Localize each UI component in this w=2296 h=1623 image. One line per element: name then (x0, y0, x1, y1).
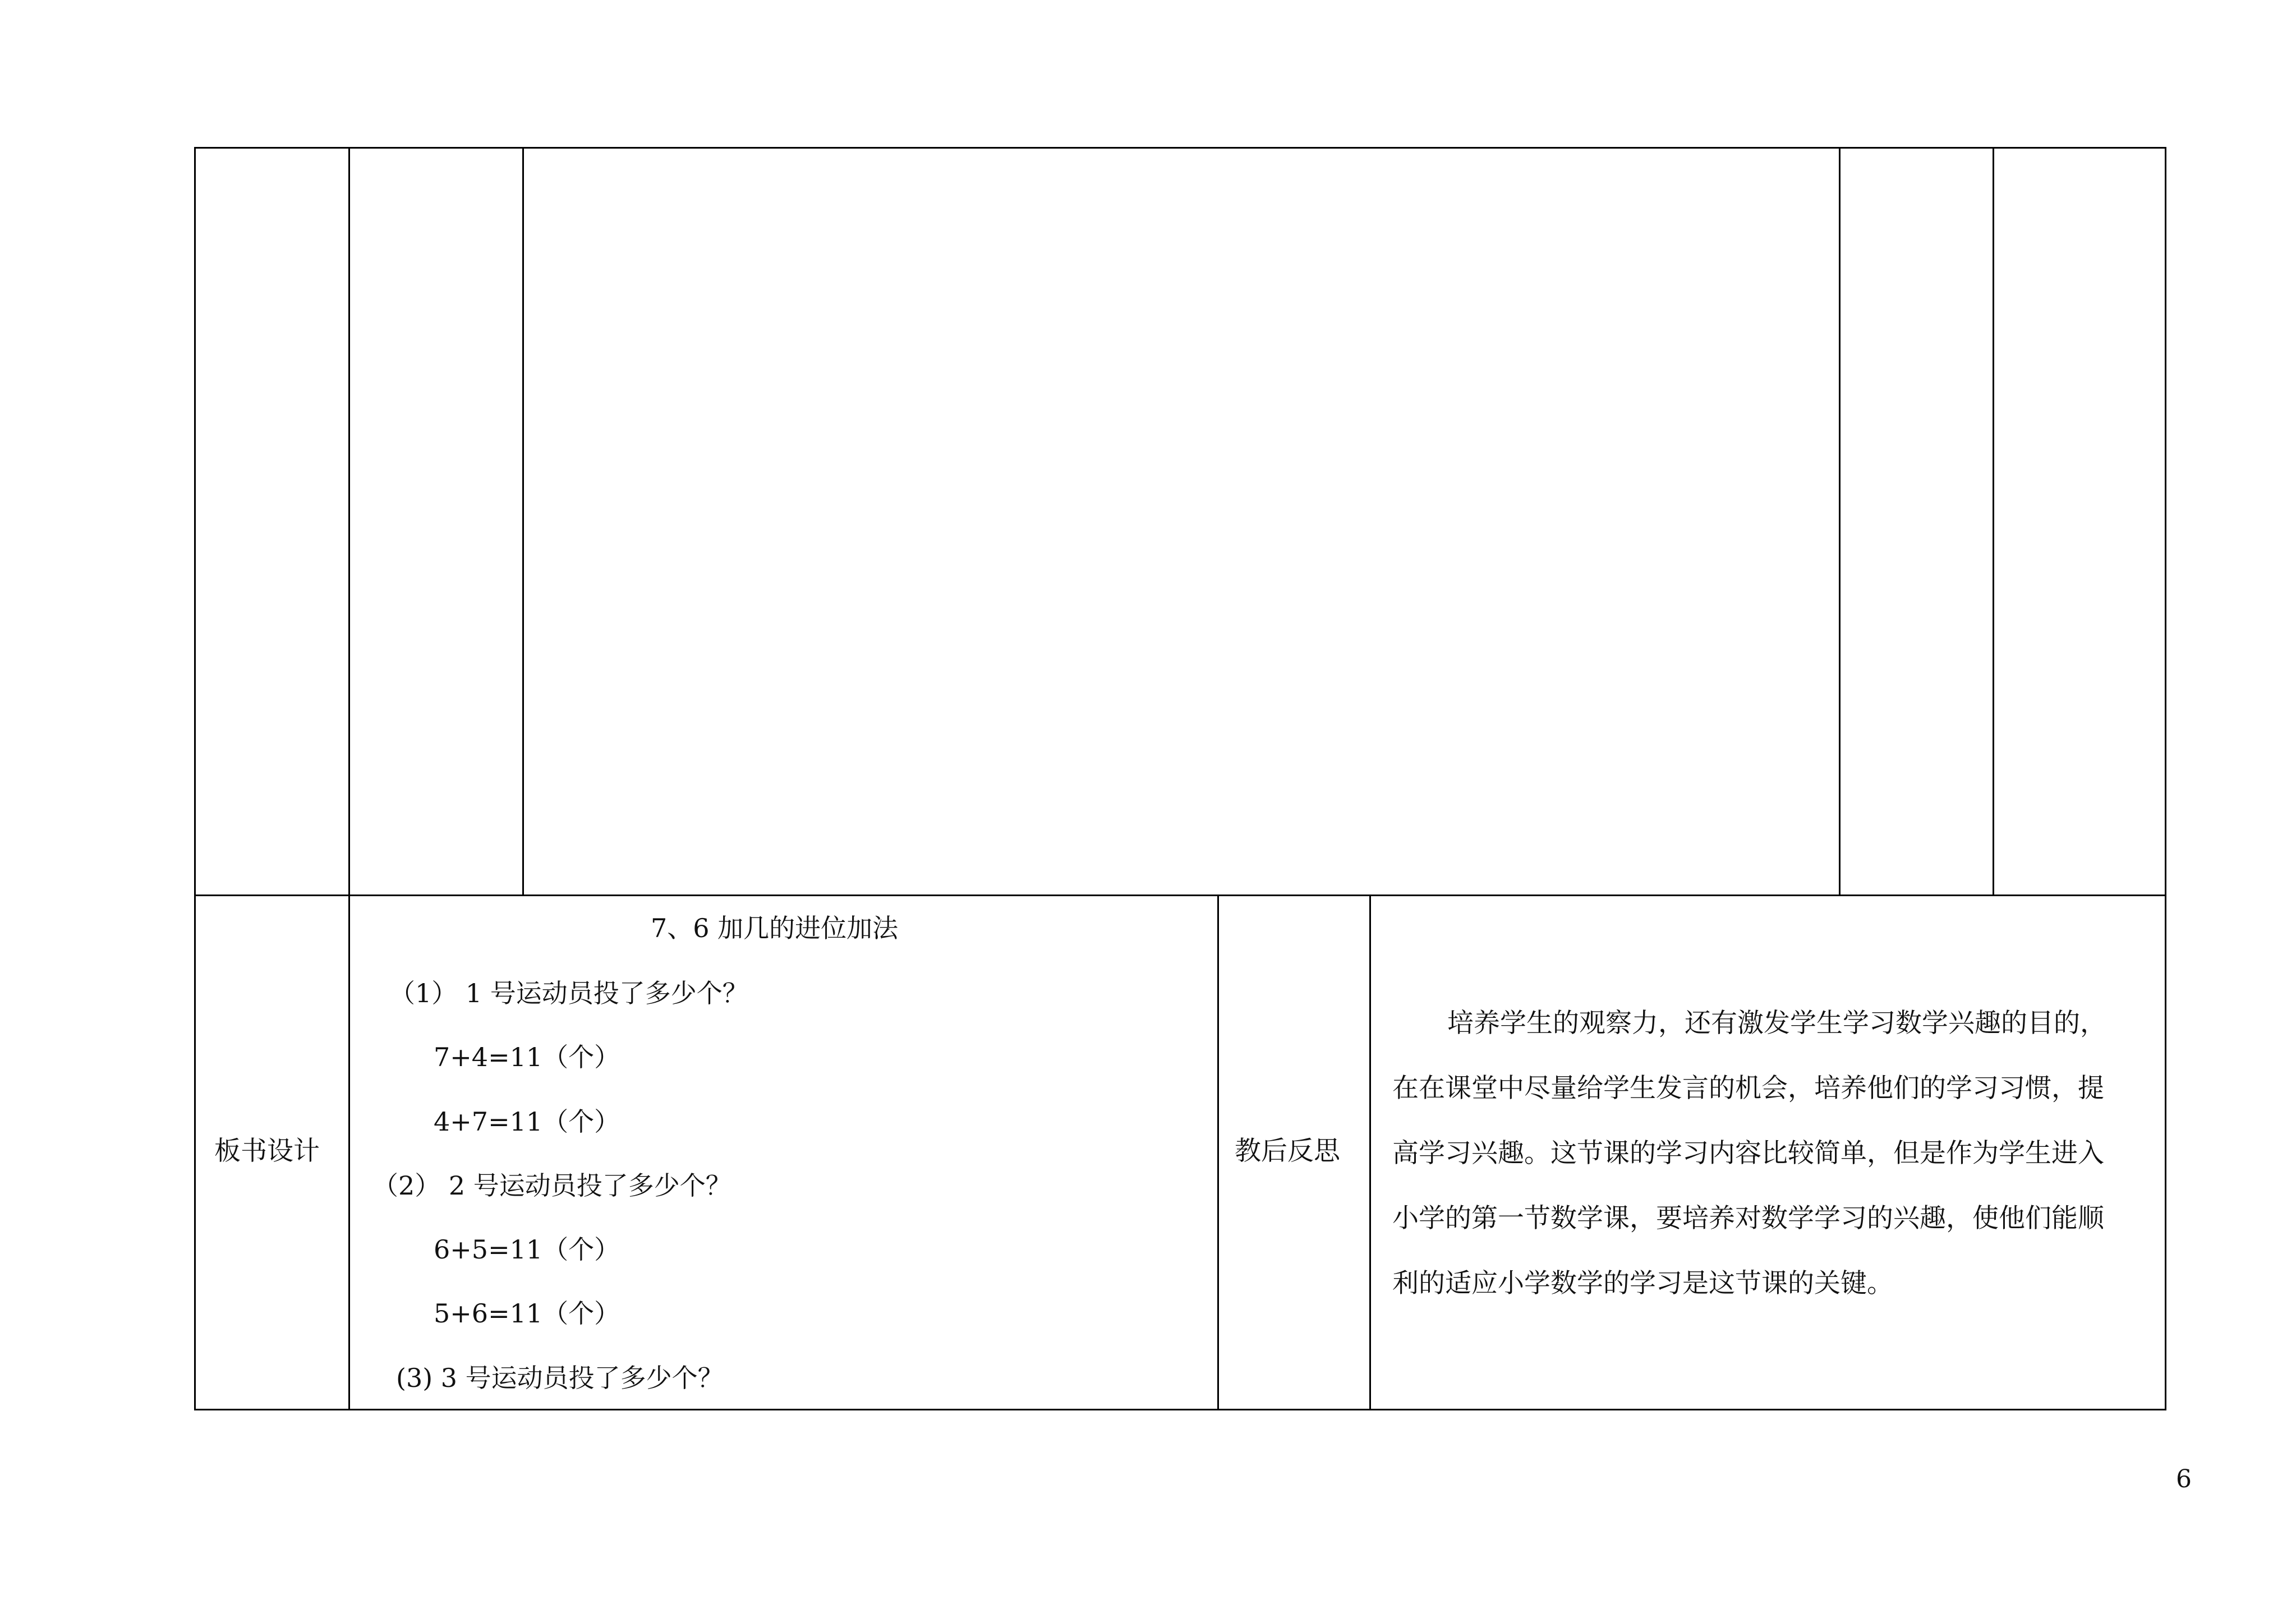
column-divider (1369, 895, 1371, 1410)
board-design-label: 板书设计 (214, 1136, 320, 1166)
board-line: (3) 3 号运动员投了多少个？ (396, 1363, 724, 1393)
reflection-line: 培养学生的观察力，还有激发学生学习数学兴趣的目的， (1447, 1008, 2106, 1039)
board-title: 7、6 加几的进位加法 (651, 913, 899, 943)
table-bottom-border (194, 1409, 2166, 1410)
reflection-label: 教后反思 (1235, 1136, 1340, 1166)
board-line: 6+5=11（个） (434, 1234, 620, 1265)
column-divider (348, 147, 350, 1410)
column-divider (522, 147, 524, 896)
board-line: 4+7=11（个） (434, 1106, 620, 1137)
board-line: （1） 1 号运动员投了多少个？ (389, 978, 748, 1008)
reflection-line: 高学习兴趣。这节课的学习内容比较简单，但是作为学生进入 (1392, 1138, 2104, 1169)
board-line: （2） 2 号运动员投了多少个？ (372, 1170, 731, 1201)
board-line: 7+4=11（个） (434, 1042, 620, 1072)
page-number: 6 (2176, 1465, 2192, 1493)
table-left-border (194, 147, 196, 1410)
table-row-divider (194, 895, 2166, 896)
column-divider (1993, 147, 1994, 896)
board-line: 5+6=11（个） (434, 1298, 620, 1329)
reflection-line: 利的适应小学数学的学习是这节课的关键。 (1392, 1268, 1893, 1299)
reflection-line: 小学的第一节数学课，要培养对数学学习的兴趣，使他们能顺 (1392, 1203, 2104, 1234)
table-right-border (2165, 147, 2166, 1410)
reflection-line: 在在课堂中尽量给学生发言的机会，培养他们的学习习惯，提 (1392, 1073, 2104, 1104)
table-top-border (194, 147, 2166, 149)
column-divider (1217, 895, 1219, 1410)
column-divider (1839, 147, 1841, 896)
